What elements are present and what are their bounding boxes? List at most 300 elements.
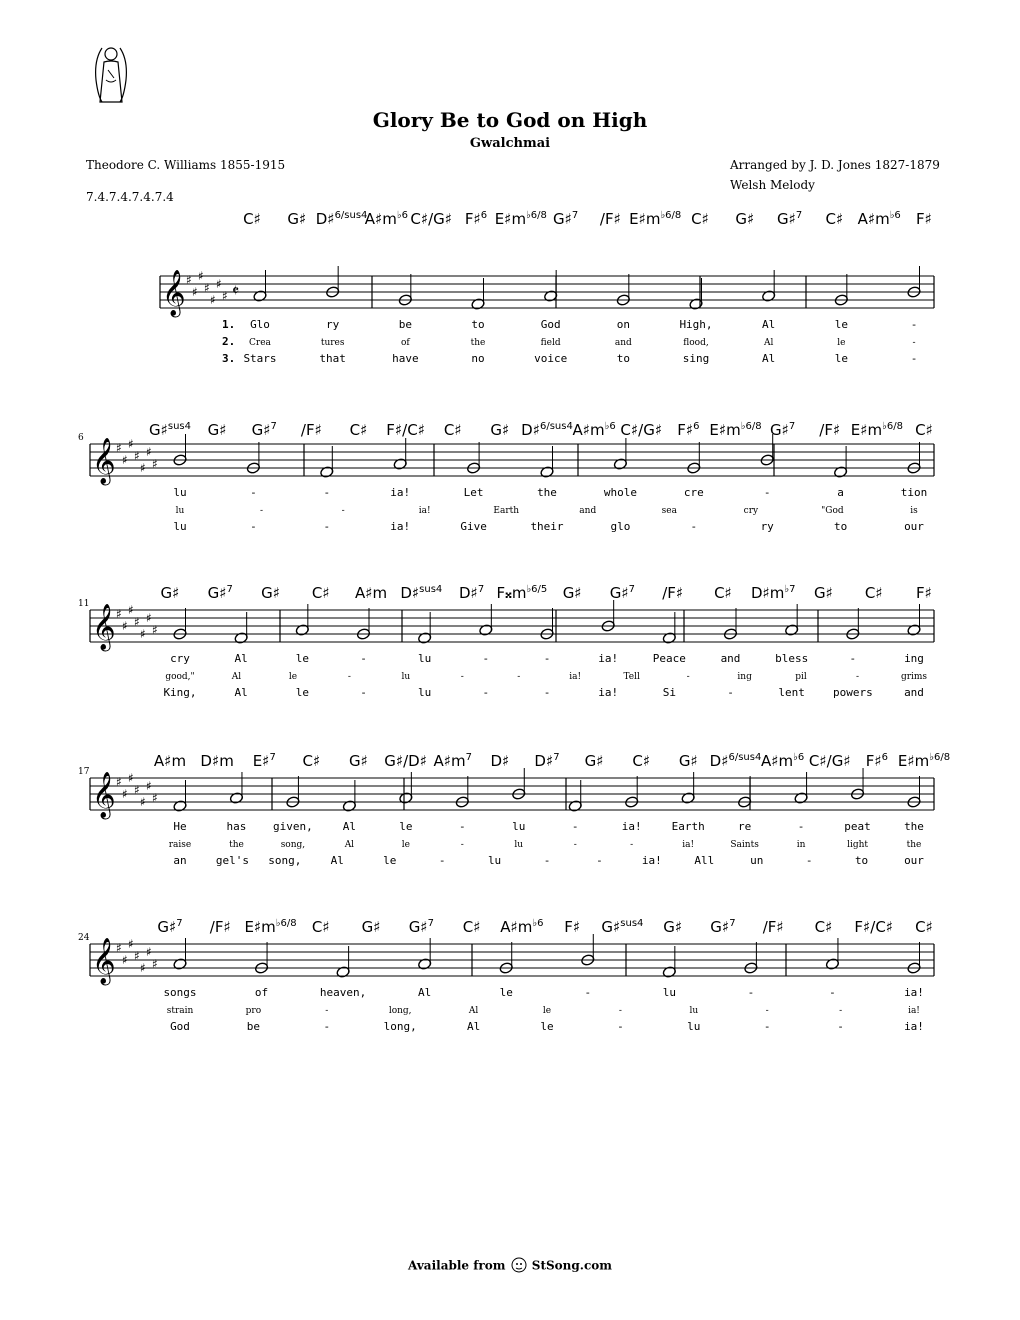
chord-symbol: G♯ <box>261 584 280 602</box>
lyric-syllable: lu <box>418 652 432 665</box>
lyric-syllable: lu <box>514 840 524 850</box>
lyric-syllable: - <box>747 986 755 999</box>
chord-superscript: 6/sus4 <box>539 421 573 432</box>
chord-symbol: F♯/C♯ <box>854 918 894 936</box>
chord-superscript: 7 <box>270 421 277 432</box>
lyric-syllable: sea <box>661 506 677 516</box>
chord-symbol: $A♯m^{♭6}$ <box>572 421 616 439</box>
lyric-syllable: powers <box>832 686 873 699</box>
lyric-syllable: Stars <box>243 352 277 365</box>
chord-symbol: $A♯m^{♭6}$ <box>364 210 409 228</box>
verse-label: 3. <box>222 352 236 365</box>
lyric-syllable: cry <box>170 652 190 665</box>
chord-symbol: D♯$^{6/sus4}$ <box>315 210 368 228</box>
lyric-syllable: - <box>837 1020 844 1033</box>
lyric-syllable: - <box>323 1020 331 1033</box>
chord-symbol: G♯ <box>663 918 683 936</box>
chord-symbol: D♯$^{6/sus4}$ <box>521 421 573 439</box>
lyric-syllable: lu <box>173 520 187 533</box>
lyric-syllable: - <box>797 820 805 833</box>
lyric-syllable: - <box>573 840 577 850</box>
treble-clef-icon: 𝄞 <box>92 604 116 650</box>
footer-prefix: Available from <box>408 1258 506 1273</box>
chord-superscript: ♭6 <box>532 918 544 929</box>
chord-symbol: G♯ <box>735 210 755 228</box>
lyric-syllable: Glo <box>250 318 270 331</box>
meter: 7.4.7.4.7.4.7.4 <box>86 190 174 204</box>
lyric-syllable: lu <box>175 506 185 516</box>
lyric-syllable: voice <box>534 352 568 365</box>
chord-symbol: C♯ <box>714 584 732 602</box>
lyric-syllable: - <box>912 338 916 348</box>
lyric-syllable: - <box>849 652 857 665</box>
lyric-syllable: gel's <box>215 854 249 867</box>
lyric-syllable: grims <box>900 672 928 682</box>
key-sharp-icon: ♯ <box>134 949 140 963</box>
lyric-syllable: ia! <box>390 520 411 533</box>
music-system <box>78 918 934 1033</box>
chord-symbol: D♯$^7$ <box>534 752 560 770</box>
lyric-syllable: and <box>720 652 741 665</box>
lyric-syllable: good," <box>165 672 195 682</box>
key-sharp-icon: ♯ <box>198 269 204 283</box>
lyric-syllable: - <box>571 820 579 833</box>
lyric-syllable: tures <box>320 338 345 348</box>
lyric-syllable: Al <box>342 820 357 833</box>
lyric-syllable: Al <box>234 686 248 699</box>
key-sharp-icon: ♯ <box>140 795 146 809</box>
lyric-syllable: Al <box>330 854 344 867</box>
key-sharp-icon: ♯ <box>128 437 134 451</box>
treble-clef-icon: 𝄞 <box>92 772 116 818</box>
lyric-syllable: our <box>904 854 924 867</box>
chord-symbol: D♯$^7$ <box>459 584 485 602</box>
chord-symbol: G♯$^{sus4}$ <box>601 918 644 936</box>
lyric-syllable: lu <box>173 486 187 499</box>
lyric-syllable: - <box>325 1006 329 1016</box>
chord-superscript: 6/sus4 <box>334 210 368 221</box>
chord-symbol: G♯ <box>678 752 698 770</box>
chord-symbol: $E♯m^{♭6/8}$ <box>850 421 903 439</box>
lyric-syllable: Al <box>234 652 248 665</box>
lyric-syllable: tion <box>900 486 928 499</box>
lyric-syllable: - <box>617 1020 624 1033</box>
lyric-syllable: the <box>470 338 486 348</box>
chord-symbol: G♯/D♯ <box>384 752 427 770</box>
music-system <box>78 421 934 533</box>
key-sharp-icon: ♯ <box>122 787 128 801</box>
lyric-syllable: - <box>250 520 257 533</box>
chord-symbol: D♯$^{sus4}$ <box>400 584 443 602</box>
lyric-syllable: to <box>471 318 485 331</box>
lyric-syllable: le <box>540 1020 554 1033</box>
lyric-syllable: - <box>482 652 490 665</box>
key-sharp-icon: ♯ <box>222 289 228 303</box>
lyric-syllable: to <box>616 352 630 365</box>
lyric-syllable: Let <box>463 486 484 499</box>
lyric-syllable: the <box>904 820 924 833</box>
chord-superscript: 7 <box>788 421 796 432</box>
chord-symbol: G♯ <box>584 752 604 770</box>
measure-number: 11 <box>78 599 90 609</box>
treble-clef-icon: 𝄞 <box>162 270 186 316</box>
lyric-syllable: - <box>360 652 367 665</box>
lyric-syllable: whole <box>603 486 637 499</box>
chord-superscript: sus4 <box>167 421 192 432</box>
chord-symbol: F♯$^6$ <box>677 421 700 439</box>
lyric-syllable: pro <box>245 1006 262 1016</box>
lyric-syllable: - <box>347 672 351 682</box>
lyric-syllable: - <box>323 520 331 533</box>
chord-symbol: G♯$^7$ <box>710 918 736 936</box>
lyric-syllable: Earth <box>671 820 705 833</box>
key-sharp-icon: ♯ <box>210 293 216 307</box>
lyric-syllable: le <box>288 672 298 682</box>
chord-symbol: A♯m <box>354 584 388 602</box>
lyric-syllable: - <box>360 686 367 699</box>
lyric-syllable: - <box>323 486 331 499</box>
key-sharp-icon: ♯ <box>140 627 146 641</box>
chord-symbol: F♯ <box>564 918 581 936</box>
author: Theodore C. Williams 1855-1915 <box>86 158 286 172</box>
chord-symbol: C♯ <box>915 421 933 439</box>
lyric-syllable: God <box>540 318 561 331</box>
chord-symbol: G♯ <box>361 918 381 936</box>
lyric-syllable: the <box>537 486 557 499</box>
lyric-syllable: - <box>910 352 918 365</box>
lyric-syllable: - <box>630 840 634 850</box>
lyric-syllable: given, <box>273 820 313 833</box>
melody-source: Welsh Melody <box>730 178 815 192</box>
chord-superscript: 7 <box>226 584 233 595</box>
lyric-syllable: God <box>170 1020 190 1033</box>
chord-symbol: G♯ <box>349 752 368 770</box>
chord-superscript: ♭6 <box>793 752 805 763</box>
lyric-syllable: Give <box>460 520 487 533</box>
chord-superscript: ♭6 <box>889 210 901 221</box>
chord-symbol: C♯ <box>443 421 462 439</box>
lyric-syllable: le <box>399 820 413 833</box>
lyric-syllable: glo <box>610 520 631 533</box>
chord-superscript: ♭6/8 <box>275 918 297 929</box>
chord-symbol: $E♯m^{♭6/8}$ <box>244 918 297 936</box>
chord-superscript: ♭6/8 <box>882 421 903 432</box>
chord-symbol: C♯ <box>691 210 709 228</box>
lyric-syllable: ia! <box>908 1006 920 1016</box>
key-sharp-icon: ♯ <box>146 945 152 959</box>
chord-superscript: sus4 <box>419 584 443 595</box>
lyric-syllable: - <box>763 486 771 499</box>
chord-symbol: G♯ <box>287 210 307 228</box>
chord-symbol: G♯$^7$ <box>207 584 233 602</box>
key-sharp-icon: ♯ <box>140 961 146 975</box>
chord-symbol: G♯ <box>160 584 180 602</box>
lyric-syllable: - <box>543 854 551 867</box>
chord-superscript: 7 <box>628 584 636 595</box>
lyric-syllable: no <box>471 352 485 365</box>
chord-symbol: E♯$^7$ <box>252 752 276 770</box>
lyric-syllable: le <box>295 652 309 665</box>
key-sharp-icon: ♯ <box>204 281 210 295</box>
lyric-syllable: le <box>383 854 397 867</box>
lyric-syllable: our <box>904 520 924 533</box>
key-sharp-icon: ♯ <box>116 441 122 455</box>
lyric-syllable: - <box>618 1006 622 1016</box>
lyric-syllable: ry <box>326 318 340 331</box>
lyric-syllable: ia! <box>598 686 619 699</box>
chord-symbol: C♯ <box>311 584 330 602</box>
chord-superscript: 7 <box>427 918 434 929</box>
lyric-syllable: Peace <box>652 652 686 665</box>
chord-superscript: ♭7 <box>784 584 796 595</box>
lyric-syllable: le <box>401 840 410 850</box>
lyric-syllable: be <box>398 318 412 331</box>
chord-symbol: $A♯m^{♭6}$ <box>761 752 805 770</box>
lyric-syllable: their <box>530 520 564 533</box>
chord-superscript: 6/sus4 <box>728 752 762 763</box>
key-sharp-icon: ♯ <box>146 611 152 625</box>
key-sharp-icon: ♯ <box>122 453 128 467</box>
lyric-syllable: sing <box>682 352 710 365</box>
chord-symbol: /F♯ <box>599 210 621 228</box>
chord-superscript: 7 <box>269 752 276 763</box>
chord-symbol: C♯ <box>864 584 883 602</box>
chord-symbol: C♯ <box>302 752 321 770</box>
chord-symbol: C♯ <box>462 918 481 936</box>
lyric-syllable: lu <box>662 986 676 999</box>
chord-symbol: C♯ <box>311 918 330 936</box>
lyric-syllable: - <box>250 486 257 499</box>
lyric-syllable: - <box>438 854 446 867</box>
music-system <box>78 584 934 699</box>
lyric-syllable: ia! <box>569 672 582 682</box>
key-sharp-icon: ♯ <box>116 607 122 621</box>
chord-symbol: G♯ <box>562 584 582 602</box>
chord-symbol: C♯ <box>814 918 833 936</box>
key-sharp-icon: ♯ <box>140 461 146 475</box>
chord-superscript: ♭6/5 <box>526 584 548 595</box>
lyric-syllable: is <box>910 506 918 516</box>
chord-symbol: C♯ <box>243 210 261 228</box>
measure-number: 6 <box>78 433 84 443</box>
chord-symbol: $D♯m^{♭7}$ <box>750 584 796 602</box>
lyric-syllable: ia! <box>641 854 662 867</box>
lyric-syllable: strain <box>166 1006 194 1016</box>
chord-symbol: D♯m <box>200 752 234 770</box>
measure-number: 24 <box>78 933 90 943</box>
lyric-syllable: that <box>319 352 346 365</box>
lyric-syllable: - <box>517 672 521 682</box>
chord-symbol: /F♯ <box>819 421 841 439</box>
lyric-syllable: has <box>226 820 247 833</box>
chord-superscript: 6 <box>480 210 488 221</box>
stsong-logo-icon <box>510 1256 528 1276</box>
music-system <box>160 210 934 365</box>
chord-symbol: G♯$^7$ <box>552 210 579 228</box>
lyric-syllable: - <box>805 854 813 867</box>
lyric-syllable: - <box>543 652 551 665</box>
chord-superscript: ♭6 <box>396 210 409 221</box>
lyric-syllable: - <box>856 672 860 682</box>
lyric-syllable: heaven, <box>319 986 367 999</box>
lyric-syllable: le <box>837 338 846 348</box>
footer <box>0 1256 1020 1276</box>
lyric-syllable: Al <box>418 986 432 999</box>
lyric-syllable: le <box>295 686 309 699</box>
lyric-syllable: le <box>542 1006 552 1016</box>
chord-symbol: F♯ <box>916 210 932 228</box>
chord-superscript: 7 <box>477 584 485 595</box>
lyric-syllable: Saints <box>730 840 759 850</box>
chord-symbol: G♯$^7$ <box>251 421 277 439</box>
treble-clef-icon: 𝄞 <box>92 938 116 984</box>
lyric-syllable: ia! <box>904 986 924 999</box>
key-sharp-icon: ♯ <box>146 779 152 793</box>
lyric-syllable: lent <box>778 686 805 699</box>
lyric-syllable: ia! <box>418 506 431 516</box>
chord-symbol: F♯$^6$ <box>865 752 889 770</box>
chord-symbol: $E♯m^{♭6/8}$ <box>897 752 951 770</box>
key-sharp-icon: ♯ <box>128 937 134 951</box>
lyric-syllable: - <box>460 840 464 850</box>
lyric-syllable: Earth <box>493 506 520 516</box>
lyric-syllable: and <box>614 338 632 348</box>
lyric-syllable: ry <box>760 520 774 533</box>
lyric-syllable: the <box>229 840 244 850</box>
lyric-syllable: song, <box>268 854 302 867</box>
lyric-syllable: field <box>540 338 561 348</box>
chord-symbol: G♯ <box>814 584 833 602</box>
chord-symbol: G♯$^7$ <box>157 918 183 936</box>
lyric-syllable: cry <box>743 506 759 516</box>
song-title: Glory Be to God on High <box>372 108 648 132</box>
lyric-syllable: - <box>727 686 734 699</box>
lyric-syllable: of <box>254 986 269 999</box>
chord-superscript: 7 <box>729 918 736 929</box>
key-sharp-icon: ♯ <box>216 277 222 291</box>
chord-superscript: 7 <box>176 918 183 929</box>
measure-number: 17 <box>78 767 90 777</box>
lyric-syllable: ia! <box>390 486 411 499</box>
lyric-syllable: Al <box>763 338 774 348</box>
chord-symbol: /F♯ <box>662 584 684 602</box>
lyric-syllable: - <box>839 1006 843 1016</box>
lyric-syllable: be <box>246 1020 261 1033</box>
chord-symbol: C♯ <box>825 210 844 228</box>
lyric-syllable: - <box>829 986 836 999</box>
chord-symbol: $E♯m^{♭6/8}$ <box>629 210 682 228</box>
key-sharp-icon: ♯ <box>122 953 128 967</box>
chord-symbol: F♯ <box>916 584 932 602</box>
key-sharp-icon: ♯ <box>152 623 158 637</box>
lyric-syllable: - <box>482 686 490 699</box>
lyric-syllable: All <box>694 854 715 867</box>
treble-clef-icon: 𝄞 <box>92 438 116 484</box>
lyric-syllable: to <box>833 520 848 533</box>
chord-symbol: /F♯ <box>762 918 784 936</box>
lyric-syllable: long, <box>383 1020 417 1033</box>
lyric-syllable: King, <box>163 686 197 699</box>
lyric-syllable: le <box>834 318 848 331</box>
lyric-syllable: the <box>906 840 922 850</box>
lyric-syllable: of <box>400 338 410 348</box>
lyric-syllable: un <box>750 854 764 867</box>
key-sharp-icon: ♯ <box>186 273 192 287</box>
footer-site: StSong.com <box>531 1258 612 1273</box>
lyric-syllable: have <box>392 352 419 365</box>
lyric-syllable: Al <box>231 672 242 682</box>
chord-symbol: F♯/C♯ <box>386 421 425 439</box>
key-sharp-icon: ♯ <box>152 791 158 805</box>
chord-symbol: $A♯m^7$ <box>433 752 473 770</box>
key-sharp-icon: ♯ <box>134 449 140 463</box>
chord-symbol: /F♯ <box>300 421 322 439</box>
chord-symbol: D♯$^{6/sus4}$ <box>709 752 762 770</box>
lyric-syllable: an <box>173 854 187 867</box>
chord-symbol: $E♯m^{♭6/8}$ <box>709 421 762 439</box>
chord-superscript: ♭6/8 <box>740 421 762 432</box>
chord-symbol: G♯ <box>490 421 510 439</box>
chord-superscript: ♭6/8 <box>929 752 951 763</box>
lyric-syllable: lu <box>689 1006 699 1016</box>
chord-superscript: ♭6/8 <box>660 210 682 221</box>
chord-superscript: 7 <box>795 210 803 221</box>
key-sharp-icon: ♯ <box>116 941 122 955</box>
lyric-syllable: lu <box>401 672 411 682</box>
lyric-syllable: lu <box>512 820 526 833</box>
lyric-syllable: Crea <box>249 338 271 348</box>
lyric-syllable: Al <box>344 840 355 850</box>
music-system <box>78 752 950 867</box>
chord-superscript: sus4 <box>620 918 644 929</box>
lyric-syllable: a <box>837 486 844 499</box>
chord-superscript: 6 <box>881 752 889 763</box>
chord-symbol: G♯$^7$ <box>609 584 636 602</box>
lyric-syllable: flood, <box>683 338 709 348</box>
key-sharp-icon: ♯ <box>192 285 198 299</box>
key-sharp-icon: ♯ <box>116 775 122 789</box>
chord-symbol: $A♯m^{♭6}$ <box>500 918 544 936</box>
lyric-syllable: - <box>458 820 466 833</box>
lyric-syllable: - <box>260 506 264 516</box>
chord-superscript: ♭6 <box>604 421 616 432</box>
lyric-syllable: bless <box>775 652 809 665</box>
key-sharp-icon: ♯ <box>128 603 134 617</box>
chord-symbol: /F♯ <box>209 918 231 936</box>
lyric-syllable: on <box>616 318 630 331</box>
lyric-syllable: - <box>690 520 698 533</box>
lyric-syllable: lu <box>487 854 502 867</box>
lyric-syllable: Al <box>468 1006 479 1016</box>
chord-symbol: G♯ <box>207 421 227 439</box>
lyric-syllable: He <box>173 820 187 833</box>
key-sharp-icon: ♯ <box>122 619 128 633</box>
key-sharp-icon: ♯ <box>134 783 140 797</box>
lyric-syllable: "God <box>821 506 844 516</box>
lyric-syllable: - <box>543 686 551 699</box>
tune-name: Gwalchmai <box>469 136 551 151</box>
chord-symbol: $A♯m^{♭6}$ <box>857 210 901 228</box>
lyric-syllable: peat <box>844 820 871 833</box>
key-sharp-icon: ♯ <box>152 957 158 971</box>
lyric-syllable: ia! <box>904 1020 924 1033</box>
chord-symbol: D♯ <box>490 752 510 770</box>
lyric-syllable: Al <box>466 1020 481 1033</box>
lyric-syllable: and <box>904 686 924 699</box>
lyric-syllable: - <box>596 854 603 867</box>
chord-superscript: 7 <box>571 210 579 221</box>
chord-symbol: C♯ <box>632 752 651 770</box>
